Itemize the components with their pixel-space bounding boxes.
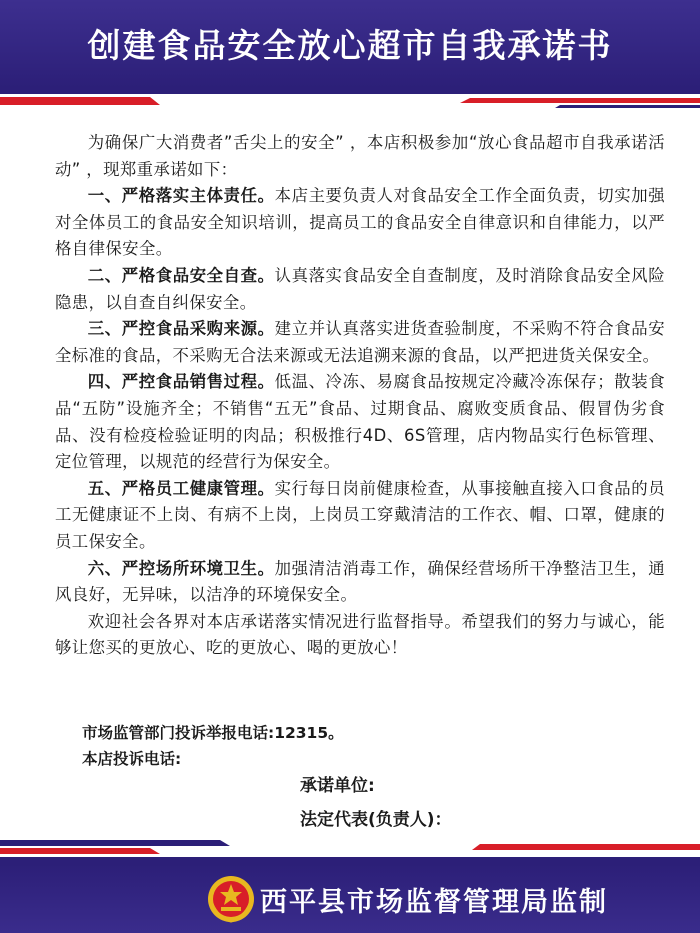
commitment-body — [55, 130, 665, 662]
item-text: 加强清洁消毒工作，确保经营场所干净整洁卫生，通风良好，无异味，以洁净的环境保安全。 — [55, 558, 666, 605]
commitment-item-1 — [55, 183, 665, 263]
complaint-hotline: 市场监管部门投诉举报电话:12315。 — [82, 724, 344, 742]
police-emblem-icon — [206, 874, 256, 924]
footer-issuer: 西平县市场监督管理局监制 — [260, 887, 608, 918]
item-heading: 一、严格落实主体责任。 — [87, 186, 275, 206]
footer-banner — [0, 864, 700, 933]
commitment-item-2 — [55, 263, 665, 316]
intro-paragraph: 为确保广大消费者”舌尖上的安全” ，本店积极参加“放心食品超市自我承诺活动” ，现郑重承诺如下： — [55, 133, 665, 179]
legal-representative: 法定代表(负责人)： — [300, 810, 452, 830]
header-banner — [0, 0, 700, 88]
item-text: 低温、冷冻、易腐食品按规定冷藏冷冻保存；散装食品“五防”设施齐全；不销售“五无”食品、过期食品、腐败变质食品、假冒伪劣食品、没有检疫检验证明的肉品；积极推行4D、6S管理，店内物品实行色标管理、定位管理，以规范的经营行为保安全。 — [55, 372, 666, 472]
bottom-decor-stripes — [0, 836, 700, 864]
closing-paragraph: 欢迎社会各界对本店承诺落实情况进行监督指导。希望我们的努力与诚心，能够让您买的更放心、吃的更放心、喝的更放心！ — [55, 611, 665, 658]
commitment-item-3 — [55, 316, 665, 369]
item-heading: 二、严格食品安全自查。 — [87, 265, 275, 285]
committing-unit: 承诺单位: — [300, 776, 375, 796]
item-heading: 三、严控食品采购来源。 — [87, 319, 275, 339]
commitment-item-5 — [55, 476, 665, 556]
item-text: 建立并认真落实进货查验制度，不采购不符合食品安全标准的食品，不采购无合法来源或无法追溯来源的食品，以严把进货关保安全。 — [55, 319, 666, 365]
item-text: 本店主要负责人对食品安全工作全面负责，切实加强对全体员工的食品安全知识培训，提高员工的食品安全自律意识和自律能力，以严格自律保安全。 — [55, 186, 666, 259]
item-text: 实行每日岗前健康检查，从事接触直接入口食品的员工无健康证不上岗、有病不上岗，上岗员工穿戴清洁的工作衣、帽、口罩，健康的员工保安全。 — [55, 478, 666, 551]
commitment-item-4 — [55, 369, 665, 475]
commitment-item-6 — [55, 556, 665, 609]
top-decor-stripes — [0, 88, 700, 112]
document-title: 创建食品安全放心超市自我承诺书 — [87, 26, 613, 65]
item-heading: 四、严控食品销售过程。 — [87, 372, 275, 392]
item-heading: 五、严格员工健康管理。 — [87, 478, 275, 498]
item-text: 认真落实食品安全自查制度，及时消除食品安全风险隐患，以自查自纠保安全。 — [55, 265, 666, 312]
store-complaint-phone: 本店投诉电话: — [82, 750, 182, 768]
item-heading: 六、严控场所环境卫生。 — [87, 558, 275, 578]
